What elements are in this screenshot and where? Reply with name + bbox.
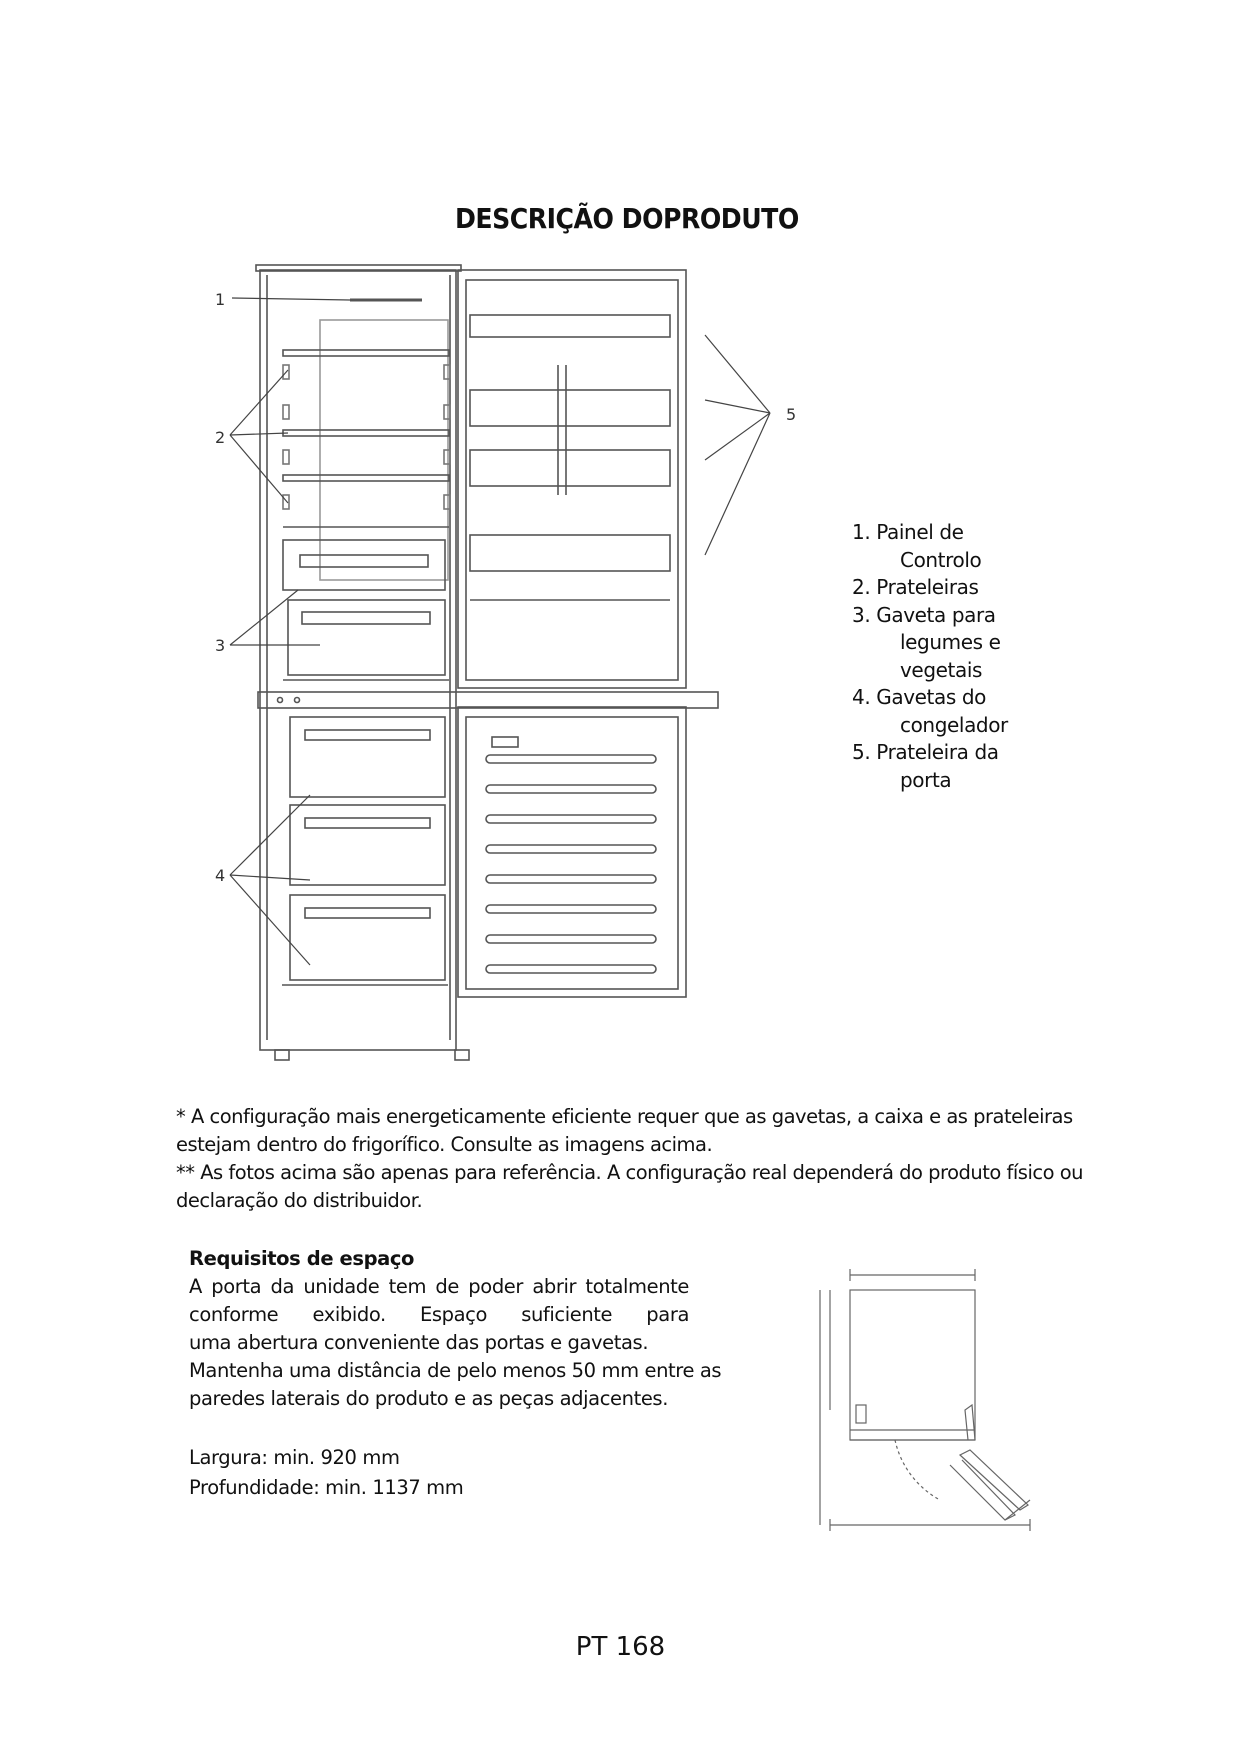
notes (176, 1103, 1096, 1215)
min-width: Largura: min. 920 mm (189, 1446, 400, 1469)
space-text-line: conforme exibido. Espaço suficiente para (189, 1303, 689, 1326)
callout-3: 3 (215, 636, 226, 655)
space-requirements (189, 1245, 722, 1503)
legend-item: 3. Gaveta para (852, 602, 996, 627)
divider (258, 692, 718, 708)
page-title: DESCRIÇÃO DOPRODUTO (455, 202, 799, 235)
open-door (950, 1405, 1030, 1520)
space-text-line: uma abertura conveniente das portas e gavetas. (189, 1331, 649, 1354)
parts-legend: 1. Painel de Controlo 2. Prateleiras 3. Gaveta para legumes e vegetais 4. Gavetas do congelador 5. Prateleira da porta (852, 520, 1008, 792)
legend-item: 5. Prateleira da (852, 740, 999, 764)
page-number: PT 168 (575, 1632, 666, 1662)
fridge-door (458, 270, 686, 997)
clearance-diagram (800, 1255, 1070, 1545)
legend-item: 4. Gavetas do (852, 685, 986, 709)
shelves (283, 350, 449, 527)
note-1: * A configuração mais energeticamente eficiente requer que as gavetas, a caixa e as prateleiras estejam dentro do frigorífico. Consulte as imagens acima. (176, 1105, 1073, 1156)
space-heading: Requisitos de espaço (189, 1247, 415, 1270)
callout-1: 1 (215, 290, 226, 309)
callout-4: 4 (215, 866, 226, 885)
space-text-line: paredes laterais do produto e as peças adjacentes. (189, 1387, 668, 1410)
space-text-line: Mantenha uma distância de pelo menos 50 mm entre as (189, 1359, 722, 1382)
fridge-diagram (200, 255, 800, 1075)
fridge-outline (850, 1290, 975, 1440)
min-depth: Profundidade: min. 1137 mm (189, 1476, 464, 1499)
note-2: ** As fotos acima são apenas para referência. A configuração real dependerá do produto físico ou declaração do distribuidor. (176, 1161, 1084, 1212)
legend-item: 2. Prateleiras (852, 575, 979, 599)
leader-lines (230, 298, 770, 965)
legend-item: 1. Painel de (852, 520, 964, 544)
callout-2: 2 (215, 428, 226, 447)
callout-5: 5 (786, 405, 797, 424)
crisper-drawers (283, 540, 449, 680)
space-text-line: A porta da unidade tem de poder abrir totalmente (189, 1275, 689, 1298)
freezer-drawers (282, 717, 448, 985)
